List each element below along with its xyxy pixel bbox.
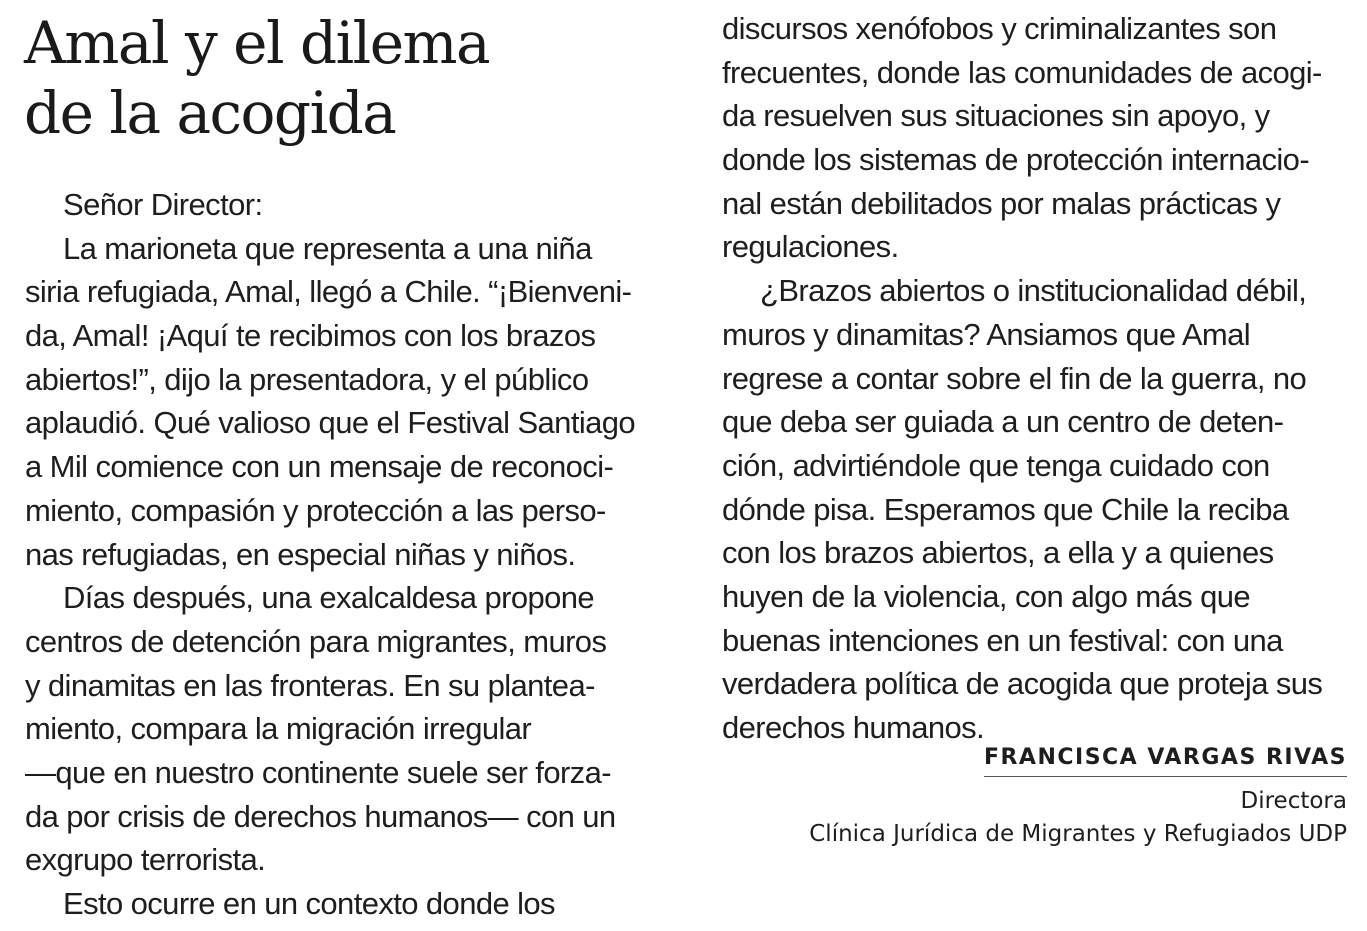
- text-line: donde los sistemas de protección internacio-: [722, 142, 1310, 178]
- text-line: y dinamitas en las fronteras. En su plantea-: [25, 667, 595, 703]
- text-line: centros de detención para migrantes, muros: [25, 623, 607, 659]
- text-line: regrese a contar sobre el fin de la guerra, no: [722, 360, 1307, 396]
- text-line: da por crisis de derechos humanos— con un: [25, 798, 616, 834]
- text-line: a Mil comience con un mensaje de reconoci-: [25, 449, 614, 485]
- text-line: La marioneta que representa a una niña: [63, 230, 592, 266]
- text-line: regulaciones.: [722, 229, 899, 265]
- text-line: muros y dinamitas? Ansiamos que Amal: [722, 316, 1251, 352]
- text-line: abiertos!”, dijo la presentadora, y el público: [25, 361, 589, 397]
- text-line: miento, compara la migración irregular: [25, 711, 532, 747]
- author-role: Directora: [1240, 788, 1347, 814]
- text-line: dónde pisa. Esperamos que Chile la reciba: [722, 491, 1289, 527]
- text-line: verdadera política de acogida que proteja sus: [722, 666, 1323, 702]
- left-column: [25, 183, 675, 926]
- author-name: FRANCISCA VARGAS RIVAS: [984, 745, 1347, 777]
- article-title: [24, 8, 684, 148]
- salutation: Señor Director:: [63, 187, 263, 222]
- text-line: frecuentes, donde las comunidades de acogi-: [722, 54, 1322, 90]
- title-line-2: de la acogida: [24, 79, 396, 147]
- text-line: —que en nuestro continente suele ser forza-: [25, 754, 611, 790]
- text-line: Días después, una exalcaldesa propone: [63, 580, 595, 616]
- signature-block: [809, 745, 1347, 851]
- text-line: ción, advirtiéndole que tenga cuidado con: [722, 447, 1270, 483]
- text-line: siria refugiada, Amal, llegó a Chile. “¡Bienveni-: [25, 274, 632, 310]
- text-line: da resuelven sus situaciones sin apoyo, y: [722, 98, 1270, 134]
- right-column: [722, 7, 1362, 750]
- text-line: que deba ser guiada a un centro de deten-: [722, 404, 1284, 440]
- text-line: ¿Brazos abiertos o institucionalidad débil,: [760, 273, 1307, 309]
- text-line: huyen de la violencia, con algo más que: [722, 578, 1251, 614]
- text-line: nas refugiadas, en especial niñas y niños.: [25, 536, 576, 572]
- text-line: Esto ocurre en un contexto donde los: [63, 886, 555, 921]
- text-line: nal están debilitados por malas prácticas y: [722, 185, 1281, 221]
- text-line: discursos xenófobos y criminalizantes son: [722, 11, 1277, 46]
- text-line: con los brazos abiertos, a ella y a quienes: [722, 535, 1274, 571]
- author-organization: Clínica Jurídica de Migrantes y Refugiados UDP: [809, 821, 1347, 847]
- text-line: aplaudió. Qué valioso que el Festival Santiago: [25, 405, 636, 441]
- text-line: da, Amal! ¡Aquí te recibimos con los brazos: [25, 318, 596, 354]
- text-line: derechos humanos.: [722, 710, 985, 745]
- title-line-1: Amal y el dilema: [24, 9, 490, 77]
- text-line: buenas intenciones en un festival: con una: [722, 622, 1283, 658]
- text-line: miento, compasión y protección a las perso-: [25, 492, 606, 528]
- text-line: exgrupo terrorista.: [25, 842, 266, 878]
